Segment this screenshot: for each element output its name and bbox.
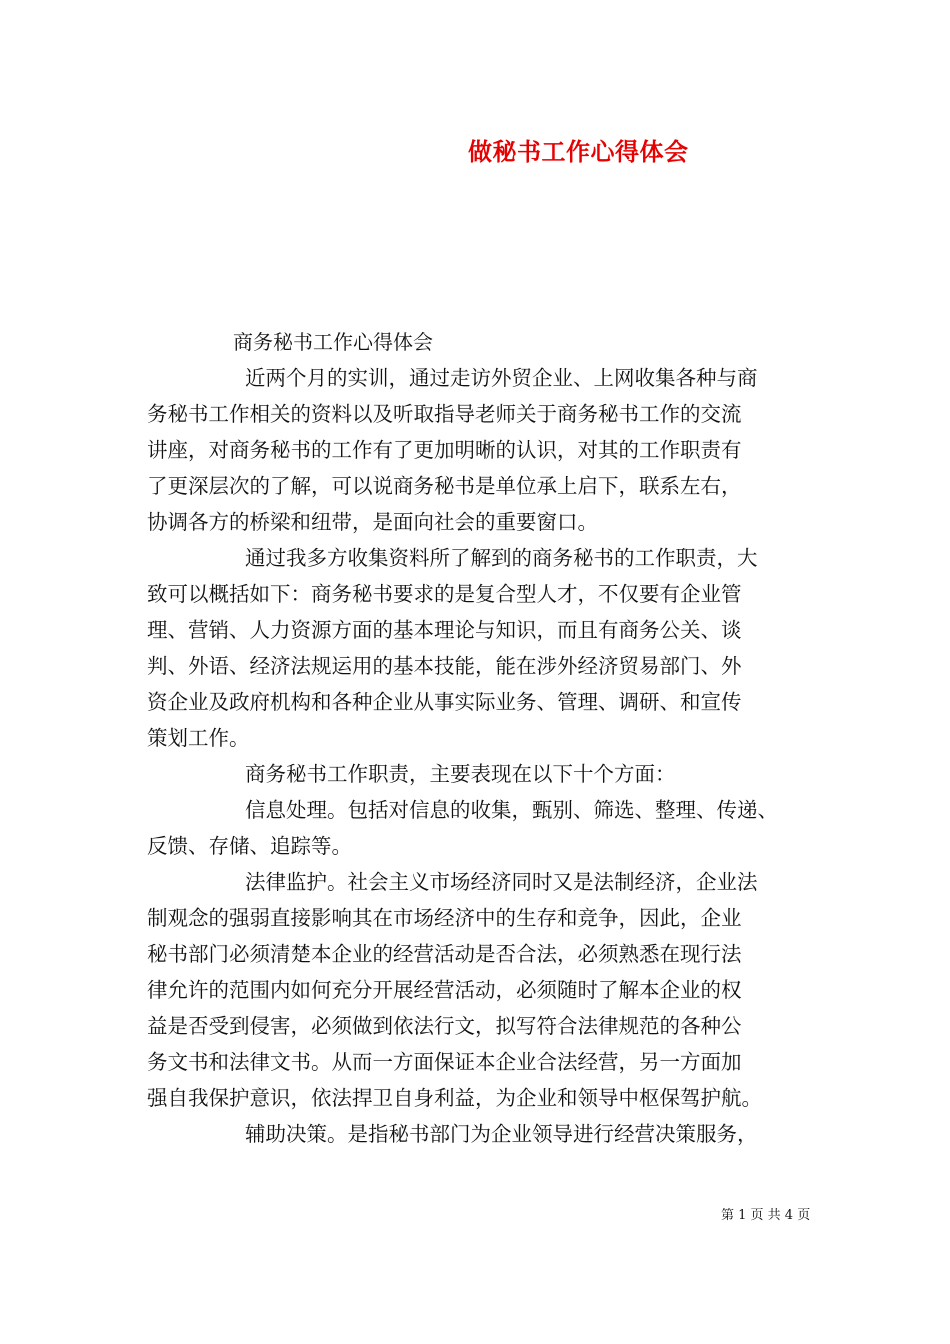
- document-body: [147, 360, 807, 1152]
- body-line: 强自我保护意识，依法捍卫自身利益，为企业和领导中枢保驾护航。: [147, 1086, 762, 1110]
- body-line: 商务秘书工作职责，主要表现在以下十个方面：: [245, 762, 676, 786]
- body-line: 近两个月的实训，通过走访外贸企业、上网收集各种与商: [245, 366, 758, 390]
- body-line: 通过我多方收集资料所了解到的商务秘书的工作职责，大: [245, 546, 758, 570]
- body-line: 益是否受到侵害，必须做到依法行文，拟写符合法律规范的各种公: [147, 1014, 742, 1038]
- body-line: 信息处理。包括对信息的收集，甄别、筛选、整理、传递、: [245, 798, 778, 822]
- body-line: 协调各方的桥梁和纽带，是面向社会的重要窗口。: [147, 510, 598, 534]
- page-number: 第 1 页 共 4 页: [721, 1208, 811, 1223]
- document-title: 做秘书工作心得体会: [468, 137, 689, 166]
- body-line: 务秘书工作相关的资料以及听取指导老师关于商务秘书工作的交流: [147, 402, 742, 426]
- body-line: 策划工作。: [147, 726, 250, 750]
- body-line: 资企业及政府机构和各种企业从事实际业务、管理、调研、和宣传: [147, 690, 742, 714]
- body-line: 讲座，对商务秘书的工作有了更加明晰的认识，对其的工作职责有: [147, 438, 742, 462]
- body-line: 判、外语、经济法规运用的基本技能，能在涉外经济贸易部门、外: [147, 654, 742, 678]
- body-line: 反馈、存储、追踪等。: [147, 834, 352, 858]
- body-line: 法律监护。社会主义市场经济同时又是法制经济，企业法: [245, 870, 758, 894]
- body-line: 了更深层次的了解，可以说商务秘书是单位承上启下，联系左右，: [147, 474, 742, 498]
- body-line: 制观念的强弱直接影响其在市场经济中的生存和竞争，因此，企业: [147, 906, 742, 930]
- body-line: 务文书和法律文书。从而一方面保证本企业合法经营，另一方面加: [147, 1050, 742, 1074]
- document-subtitle: 商务秘书工作心得体会: [233, 330, 433, 354]
- body-line: 理、营销、人力资源方面的基本理论与知识，而且有商务公关、谈: [147, 618, 742, 642]
- body-line: 致可以概括如下：商务秘书要求的是复合型人才，不仅要有企业管: [147, 582, 742, 606]
- body-line: 律允许的范围内如何充分开展经营活动，必须随时了解本企业的权: [147, 978, 742, 1002]
- body-line: 秘书部门必须清楚本企业的经营活动是否合法，必须熟悉在现行法: [147, 942, 742, 966]
- body-line: 辅助决策。是指秘书部门为企业领导进行经营决策服务，: [245, 1122, 758, 1146]
